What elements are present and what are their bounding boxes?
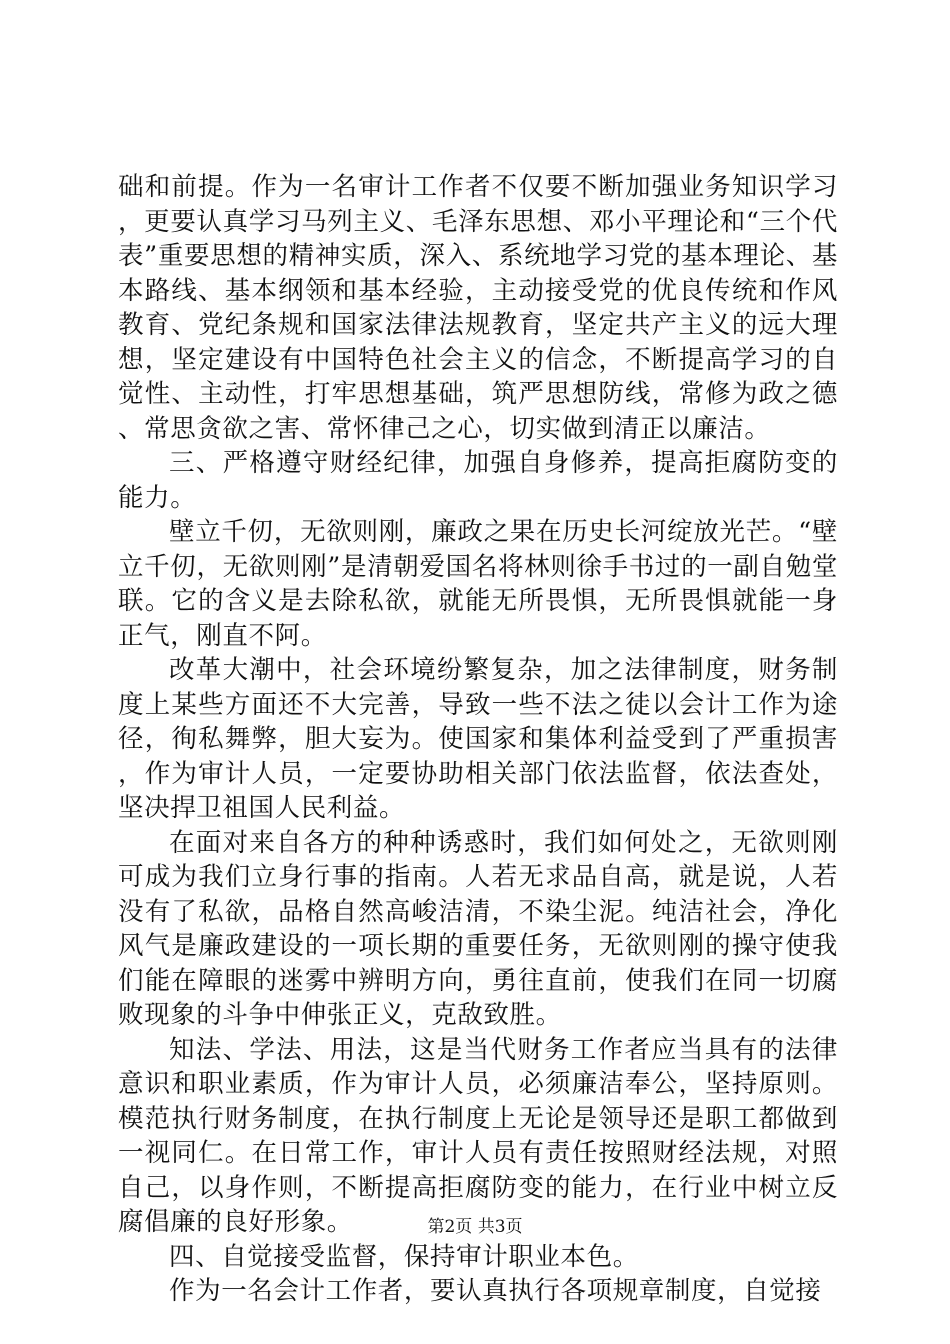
paragraph-2-heading: 三、严格遵守财经纪律，加强自身修养，提高拒腐防变的能力。	[118, 448, 838, 513]
paragraph-3: 壁立千仞，无欲则刚，廉政之果在历史长河绽放光芒。“壁立千仞，无欲则刚”是清朝爱国名将林则徐手书过的一副自勉堂联。它的含义是去除私欲，就能无所畏惧，无所畏惧就能一身正气，刚直不阿。	[118, 517, 838, 651]
paragraph-1: 础和前提。作为一名审计工作者不仅要不断加强业务知识学习，更要认真学习马列主义、毛泽东思想、邓小平理论和“三个代表”重要思想的精神实质，深入、系统地学习党的基本理论、基本路线、基本纲领和基本经验，主动接受党的优良传统和作风教育、党纪条规和国家法律法规教育，坚定共产主义的远大理想，坚定建设有中国特色社会主义的信念，不断提高学习的自觉性、主动性，打牢思想基础，筑严思想防线，常修为政之德、常思贪欲之害、常怀律己之心，切实做到清正以廉洁。	[118, 172, 838, 444]
paragraph-8: 作为一名会计工作者，要认真执行各项规章制度，自觉接	[169, 1276, 822, 1306]
paragraph-7-heading: 四、自觉接受监督，保持审计职业本色。	[169, 1241, 639, 1272]
page-footer: 第2页 共3页	[427, 1217, 523, 1237]
paragraph-6: 知法、学法、用法，这是当代财务工作者应当具有的法律意识和职业素质，作为审计人员，必须廉洁奉公，坚持原则。模范执行财务制度，在执行制度上无论是领导还是职工都做到一视同仁。在日常工作，审计人员有责任按照财经法规，对照自己，以身作则，不断提高拒腐防变的能力，在行业中树立反腐倡廉的良好形象。	[118, 1034, 838, 1237]
document-body	[118, 170, 838, 1309]
paragraph-5: 在面对来自各方的种种诱惑时，我们如何处之，无欲则刚可成为我们立身行事的指南。人若无求品自高，就是说，人若没有了私欲，品格自然高峻洁清，不染尘泥。纯洁社会，净化风气是廉政建设的一项长期的重要任务，无欲则刚的操守使我们能在障眼的迷雾中辨明方向，勇往直前，使我们在同一切腐败现象的斗争中伸张正义，克敌致胜。	[118, 827, 838, 1030]
paragraph-4: 改革大潮中，社会环境纷繁复杂，加之法律制度，财务制度上某些方面还不大完善，导致一些不法之徒以会计工作为途径，徇私舞弊，胆大妄为。使国家和集体利益受到了严重损害，作为审计人员，一定要协助相关部门依法监督，依法查处，坚决捍卫祖国人民利益。	[118, 655, 838, 823]
